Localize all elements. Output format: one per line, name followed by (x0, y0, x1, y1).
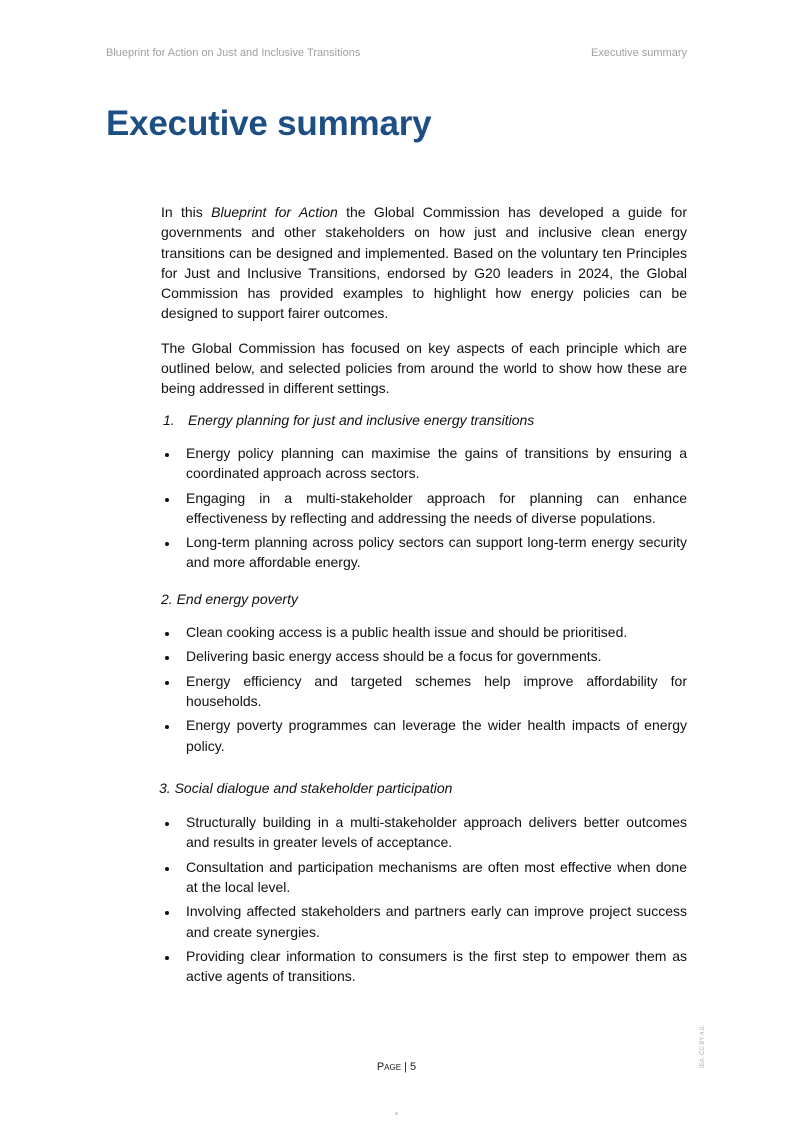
section-3 (159, 778, 687, 987)
list-item: Energy policy planning can maximise the gains of transitions by ensuring a coordinated approach across sectors. (161, 443, 687, 484)
page-label: Page (376, 1061, 402, 1073)
list-item: Energy poverty programmes can leverage the wider health impacts of energy policy. (161, 715, 687, 756)
section-heading: 3. Social dialogue and stakeholder participation (159, 779, 453, 796)
section-2 (161, 589, 687, 756)
running-header-title: Blueprint for Action on Just and Inclusive Transitions (106, 47, 361, 59)
list-item: Delivering basic energy access should be a focus for governments. (161, 646, 687, 666)
list-item: Providing clear information to consumers is the first step to empower them as active agents of transitions. (161, 946, 687, 987)
page-title: Executive summary (106, 104, 432, 143)
decorative-dot (395, 1112, 398, 1115)
page-footer (0, 1061, 793, 1073)
list-item: Involving affected stakeholders and partners early can improve project success and create synergies. (161, 901, 687, 942)
intro-paragraph-2: The Global Commission has focused on key aspects of each principle which are outlined below, and selected policies from around the world to show how these are being addressed in different settings. (161, 339, 687, 397)
blueprint-title-emphasis: Blueprint for Action (211, 204, 338, 220)
list-item: Long-term planning across policy sectors can support long-term energy security and more affordable energy. (161, 532, 687, 573)
section-heading: 1. Energy planning for just and inclusive energy transitions (163, 411, 535, 428)
list-item: Structurally building in a multi-stakeholder approach delivers better outcomes and results in greater levels of acceptance. (161, 812, 687, 853)
section-1 (163, 410, 687, 573)
list-item: Consultation and participation mechanisms are often most effective when done at the local level. (161, 857, 687, 898)
page-number: 5 (410, 1061, 417, 1073)
section-heading: 2. End energy poverty (161, 590, 298, 607)
list-item: Energy efficiency and targeted schemes help improve affordability for households. (161, 671, 687, 712)
list-item: Clean cooking access is a public health issue and should be prioritised. (161, 622, 687, 642)
list-item: Engaging in a multi-stakeholder approach for planning can enhance effectiveness by reflecting and addressing the needs of diverse populations. (161, 488, 687, 529)
license-note: IEA. CC BY 4.0. (700, 1025, 706, 1068)
running-header-section: Executive summary (591, 47, 687, 59)
intro-paragraph-1: In this Blueprint for Action the Global Commission has developed a guide for governments and other stakeholders on how just and inclusive clean energy transitions can be designed and implemented. Based on the voluntary ten Principles for Just and Inclusive Transitions, endorsed by G20 leaders in 2024, the Global Commission has provided examples to highlight how energy policies can be designed to support fairer outcomes. (161, 204, 687, 322)
body-content (161, 202, 687, 991)
page-separator: | (404, 1061, 407, 1073)
